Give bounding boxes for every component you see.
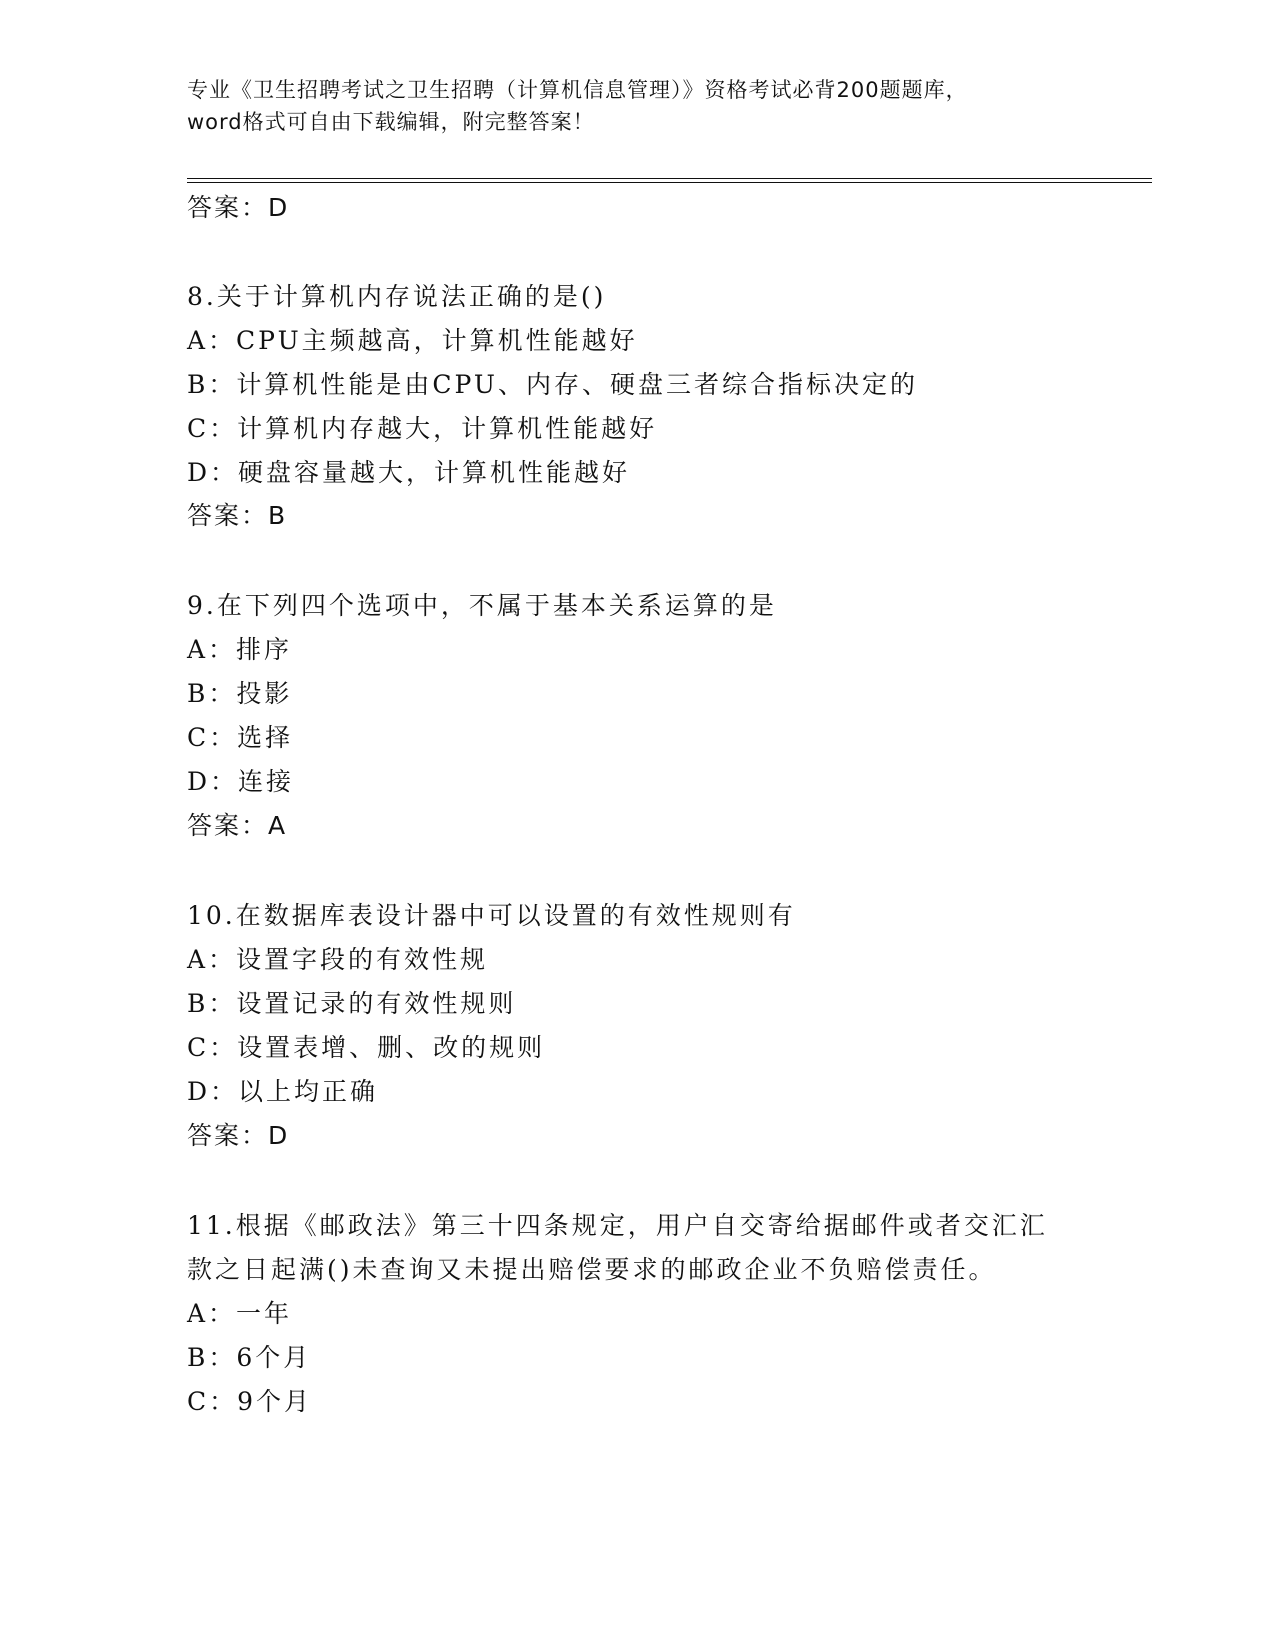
question-11-option-c: C：9个月 xyxy=(187,1387,313,1416)
question-10-stem: 10.在数据库表设计器中可以设置的有效性规则有 xyxy=(187,901,796,930)
question-8-option-a: A：CPU主频越高，计算机性能越好 xyxy=(187,326,638,355)
question-11-stem-line-1: 11.根据《邮政法》第三十四条规定，用户自交寄给据邮件或者交汇汇 xyxy=(187,1211,1048,1240)
question-9-option-d: D：连接 xyxy=(187,767,295,796)
question-11-stem-line-2: 款之日起满()未查询又未提出赔偿要求的邮政企业不负赔偿责任。 xyxy=(187,1255,997,1284)
question-9-answer: 答案：A xyxy=(187,811,288,840)
page-header xyxy=(187,74,1087,138)
question-11-option-b: B：6个月 xyxy=(187,1343,312,1372)
question-11-option-a: A：一年 xyxy=(187,1299,293,1328)
question-10-option-c: C：设置表增、删、改的规则 xyxy=(187,1033,546,1062)
question-9-stem: 9.在下列四个选项中，不属于基本关系运算的是 xyxy=(187,591,777,620)
question-10-option-a: A：设置字段的有效性规 xyxy=(187,945,489,974)
header-rule-bottom xyxy=(187,182,1152,183)
previous-answer: 答案：D xyxy=(187,193,290,222)
question-10-option-d: D：以上均正确 xyxy=(187,1077,379,1106)
question-10-option-b: B：设置记录的有效性规则 xyxy=(187,989,517,1018)
header-line-2: word格式可自由下载编辑，附完整答案！ xyxy=(187,110,595,134)
question-9-option-b: B：投影 xyxy=(187,679,293,708)
header-rule-top xyxy=(187,178,1152,179)
question-9-option-a: A：排序 xyxy=(187,635,293,664)
question-8-answer: 答案：B xyxy=(187,501,288,530)
question-9-option-c: C：选择 xyxy=(187,723,294,752)
question-8-option-d: D：硬盘容量越大，计算机性能越好 xyxy=(187,458,631,487)
question-8-option-c: C：计算机内存越大，计算机性能越好 xyxy=(187,414,658,443)
question-8-stem: 8.关于计算机内存说法正确的是() xyxy=(187,282,607,311)
question-8-option-b: B：计算机性能是由CPU、内存、硬盘三者综合指标决定的 xyxy=(187,370,918,399)
header-line-1: 专业《卫生招聘考试之卫生招聘（计算机信息管理）》资格考试必背200题题库， xyxy=(187,78,968,102)
question-10-answer: 答案：D xyxy=(187,1121,290,1150)
